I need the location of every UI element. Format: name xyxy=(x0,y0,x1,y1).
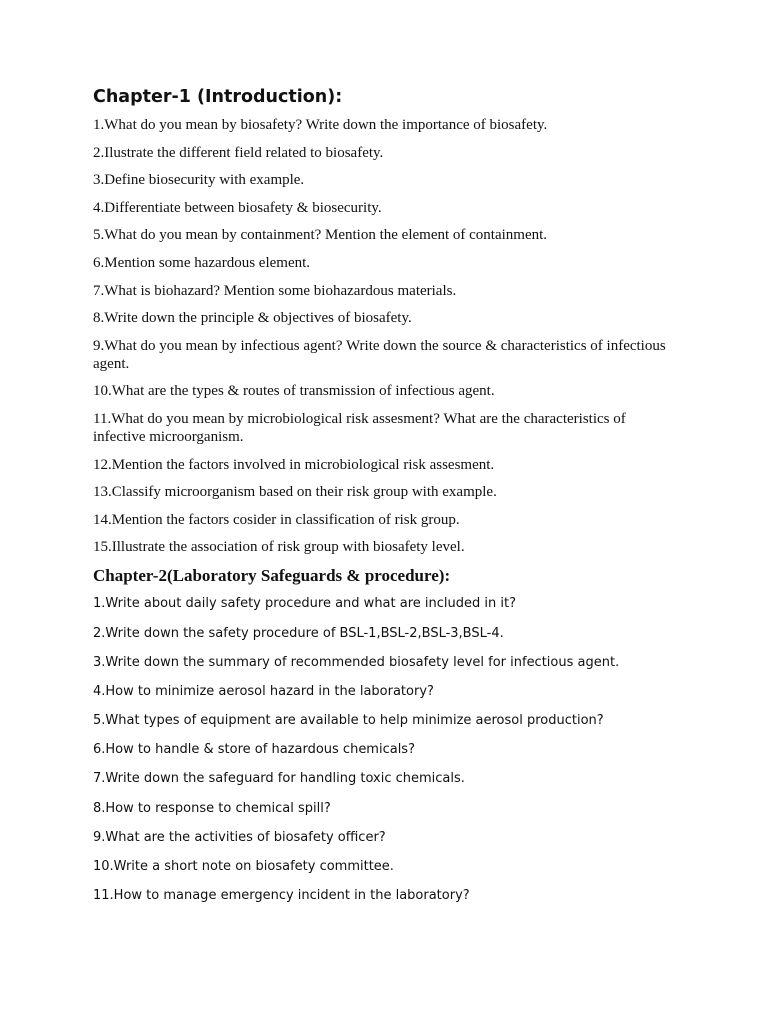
chapter-2-question-list xyxy=(93,595,673,904)
question-item: 10.What are the types & routes of transmission of infectious agent. xyxy=(93,383,495,400)
chapter-1-question-list xyxy=(93,116,673,556)
question-item: 1.Write about daily safety procedure and what are included in it? xyxy=(93,596,516,612)
question-item: 3.Define biosecurity with example. xyxy=(93,172,305,189)
question-item: 6.How to handle & store of hazardous chemicals? xyxy=(93,742,415,758)
question-item: 5.What do you mean by containment? Mention the element of containment. xyxy=(93,227,548,244)
question-item: 15.Illustrate the association of risk group with biosafety level. xyxy=(93,539,465,556)
question-item: 2.Ilustrate the different field related to biosafety. xyxy=(93,144,384,161)
question-item: 14.Mention the factors cosider in classification of risk group. xyxy=(93,511,460,528)
question-item: 8.Write down the principle & objectives of biosafety. xyxy=(93,310,412,327)
document-page xyxy=(93,86,673,916)
question-item: 7.Write down the safeguard for handling toxic chemicals. xyxy=(93,771,465,787)
question-item: 1.What do you mean by biosafety? Write down the importance of biosafety. xyxy=(93,117,548,133)
question-item: 4.Differentiate between biosafety & biosecurity. xyxy=(93,199,382,216)
question-item: 13.Classify microorganism based on their risk group with example. xyxy=(93,484,497,501)
question-item: 9.What do you mean by infectious agent? Write down the source & characteristics of infectious agent. xyxy=(93,337,666,372)
question-item: 4.How to minimize aerosol hazard in the laboratory? xyxy=(93,683,434,699)
question-item: 7.What is biohazard? Mention some biohazardous materials. xyxy=(93,282,457,299)
question-item: 10.Write a short note on biosafety committee. xyxy=(93,859,394,874)
question-item: 6.Mention some hazardous element. xyxy=(93,254,311,271)
question-item: 2.Write down the safety procedure of BSL-1,BSL-2,BSL-3,BSL-4. xyxy=(93,625,504,641)
chapter-1-heading: Chapter-1 (Introduction): xyxy=(93,87,343,107)
chapter-2-heading: Chapter-2(Laboratory Safeguards & procedure): xyxy=(93,566,451,586)
question-item: 8.How to response to chemical spill? xyxy=(93,800,331,816)
question-item: 5.What types of equipment are available to help minimize aerosol production? xyxy=(93,713,604,729)
question-item: 3.Write down the summary of recommended biosafety level for infectious agent. xyxy=(93,654,620,670)
question-item: 9.What are the activities of biosafety officer? xyxy=(93,829,386,845)
question-item: 11.How to manage emergency incident in the laboratory? xyxy=(93,888,470,904)
question-item: 11.What do you mean by microbiological risk assesment? What are the characteristics of infective microorganism. xyxy=(93,410,626,445)
question-item: 12.Mention the factors involved in microbiological risk assesment. xyxy=(93,456,495,473)
